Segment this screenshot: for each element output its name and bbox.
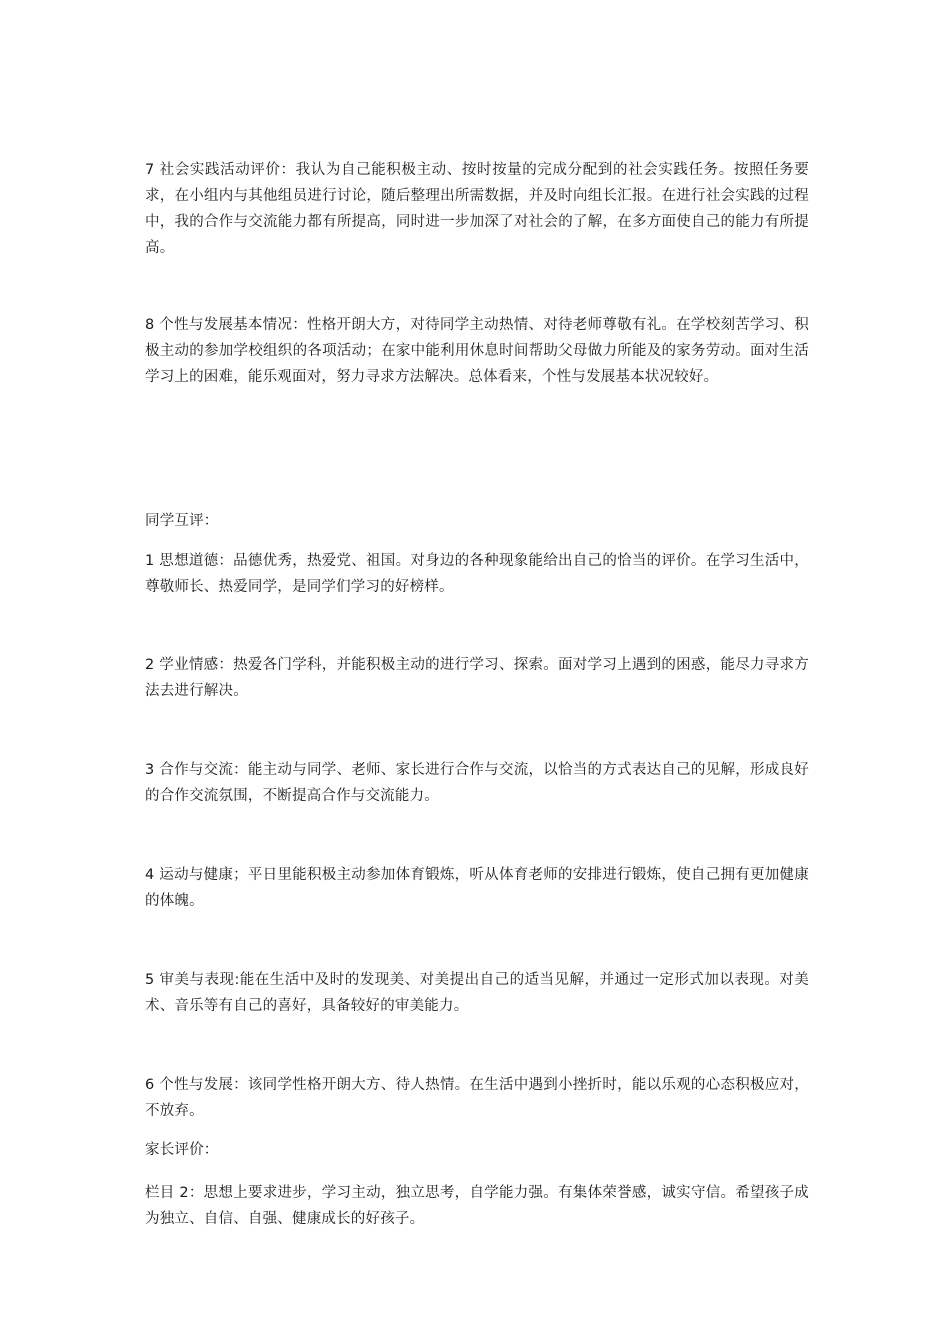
self-eval-item-7: 7 社会实践活动评价：我认为自己能积极主动、按时按量的完成分配到的社会实践任务。按照任务要求，在小组内与其他组员进行讨论，随后整理出所需数据，并及时向组长汇报。在进行社会实践的过程中，我的合作与交流能力都有所提高，同时进一步加深了对社会的了解，在多方面使自己的能力有所提高。 <box>145 162 809 256</box>
peer-review-item-5: 5 审美与表现:能在生活中及时的发现美、对美提出自己的适当见解，并通过一定形式加以表现。对美术、音乐等有自己的喜好，具备较好的审美能力。 <box>145 972 809 1014</box>
parent-review-item-2: 栏目 2：思想上要求进步，学习主动，独立思考，自学能力强。有集体荣誉感，诚实守信。希望孩子成为独立、自信、自强、健康成长的好孩子。 <box>145 1185 809 1227</box>
peer-review-item-2: 2 学业情感：热爱各门学科，并能积极主动的进行学习、探索。面对学习上遇到的困惑，能尽力寻求方法去进行解决。 <box>145 657 809 699</box>
peer-review-heading: 同学互评： <box>145 513 219 529</box>
peer-review-item-3: 3 合作与交流：能主动与同学、老师、家长进行合作与交流，以恰当的方式表达自己的见解，形成良好的合作交流氛围，不断提高合作与交流能力。 <box>145 762 809 804</box>
peer-review-item-4: 4 运动与健康；平日里能积极主动参加体育锻炼，听从体育老师的安排进行锻炼，使自己拥有更加健康的体魄。 <box>145 867 809 909</box>
self-eval-item-8: 8 个性与发展基本情况：性格开朗大方，对待同学主动热情、对待老师尊敬有礼。在学校刻苦学习、积极主动的参加学校组织的各项活动；在家中能利用休息时间帮助父母做力所能及的家务劳动。面对生活学习上的困难，能乐观面对，努力寻求方法解决。总体看来，个性与发展基本状况较好。 <box>145 317 809 385</box>
peer-review-item-1: 1 思想道德：品德优秀，热爱党、祖国。对身边的各种现象能给出自己的恰当的评价。在学习生活中，尊敬师长、热爱同学，是同学们学习的好榜样。 <box>145 553 809 595</box>
peer-review-item-6: 6 个性与发展：该同学性格开朗大方、待人热情。在生活中遇到小挫折时，能以乐观的心态积极应对，不放弃。 <box>145 1077 809 1119</box>
parent-review-heading: 家长评价： <box>145 1142 219 1158</box>
